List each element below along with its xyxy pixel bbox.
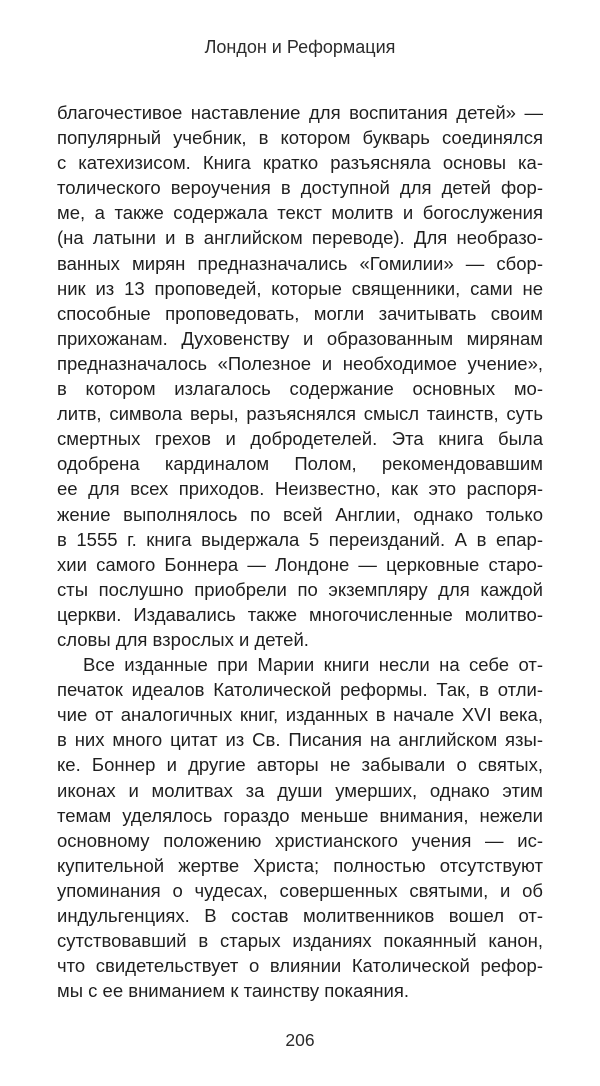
text-line: упоминания о чудесах, совершенных святыми, и об: [57, 879, 543, 901]
text-line: в них много цитат из Св. Писания на английском язы-: [57, 729, 543, 751]
paragraph-2: [57, 652, 543, 1003]
text-line: Все изданные при Марии книги несли на себе от-: [83, 654, 543, 676]
text-line: печаток идеалов Католической реформы. Так, в отли-: [57, 679, 543, 701]
text-line: предназначалось «Полезное и необходимое учение»,: [57, 352, 543, 374]
running-head: Лондон и Реформация: [204, 37, 396, 57]
text-line: способные проповедовать, могли зачитывать своим: [57, 302, 543, 324]
text-line: ее для всех приходов. Неизвестно, как это распоря-: [57, 478, 543, 500]
text-line: словы для взрослых и детей.: [57, 628, 309, 650]
text-line: популярный учебник, в котором букварь соединялся: [57, 127, 543, 149]
text-line: сутствовавший в старых изданиях покаянный канон,: [57, 930, 543, 952]
text-line: ванных мирян предназначались «Гомилии» — сбор-: [57, 252, 543, 274]
text-line: ме, а также содержала текст молитв и богослужения: [57, 202, 543, 224]
text-block: [57, 100, 543, 1003]
text-line: смертных грехов и добродетелей. Эта книга была: [57, 428, 543, 450]
paragraph-1: [57, 100, 543, 652]
text-line: литв, символа веры, разъяснялся смысл таинств, суть: [57, 403, 543, 425]
text-line: прихожанам. Духовенству и образованным мирянам: [57, 327, 543, 349]
text-line: основному положению христианского учения — ис-: [57, 829, 543, 851]
text-line: что свидетельствует о влиянии Католической рефор-: [57, 955, 543, 977]
text-line: в котором излагалось содержание основных мо-: [57, 378, 543, 400]
text-line: ник из 13 проповедей, которые священники, сами не: [57, 277, 543, 299]
text-line: индульгенциях. В состав молитвенников вошел от-: [57, 905, 543, 926]
text-line: купительной жертве Христа; полностью отсутствуют: [57, 854, 543, 876]
text-line: одобрена кардиналом Полом, рекомендовавшим: [57, 453, 543, 475]
text-line: ке. Боннер и другие авторы не забывали о святых,: [57, 754, 543, 776]
text-line: чие от аналогичных книг, изданных в начале XVI века,: [57, 704, 543, 726]
text-line: в 1555 г. книга выдержала 5 переизданий. А в епар-: [57, 528, 543, 550]
text-line: иконах и молитвах за души умерших, однако этим: [57, 779, 543, 801]
text-line: церкви. Издавались также многочисленные молитво-: [57, 603, 543, 625]
text-line: жение выполнялось по всей Англии, однако только: [57, 503, 543, 525]
text-line: благочестивое наставление для воспитания детей» —: [57, 102, 543, 123]
text-line: темам уделялось гораздо меньше внимания, нежели: [57, 804, 543, 826]
page-number: 206: [285, 1030, 315, 1050]
text-line: мы с ее вниманием к таинству покаяния.: [57, 980, 410, 1002]
text-line: сты послушно приобрели по экземпляру для каждой: [57, 578, 543, 600]
text-line: с катехизисом. Книга кратко разъясняла основы ка-: [57, 152, 543, 174]
text-line: толического вероучения в доступной для детей фор-: [57, 177, 543, 199]
text-line: (на латыни и в английском переводе). Для необразо-: [57, 227, 543, 249]
text-line: хии самого Боннера — Лондоне — церковные старо-: [57, 553, 543, 575]
